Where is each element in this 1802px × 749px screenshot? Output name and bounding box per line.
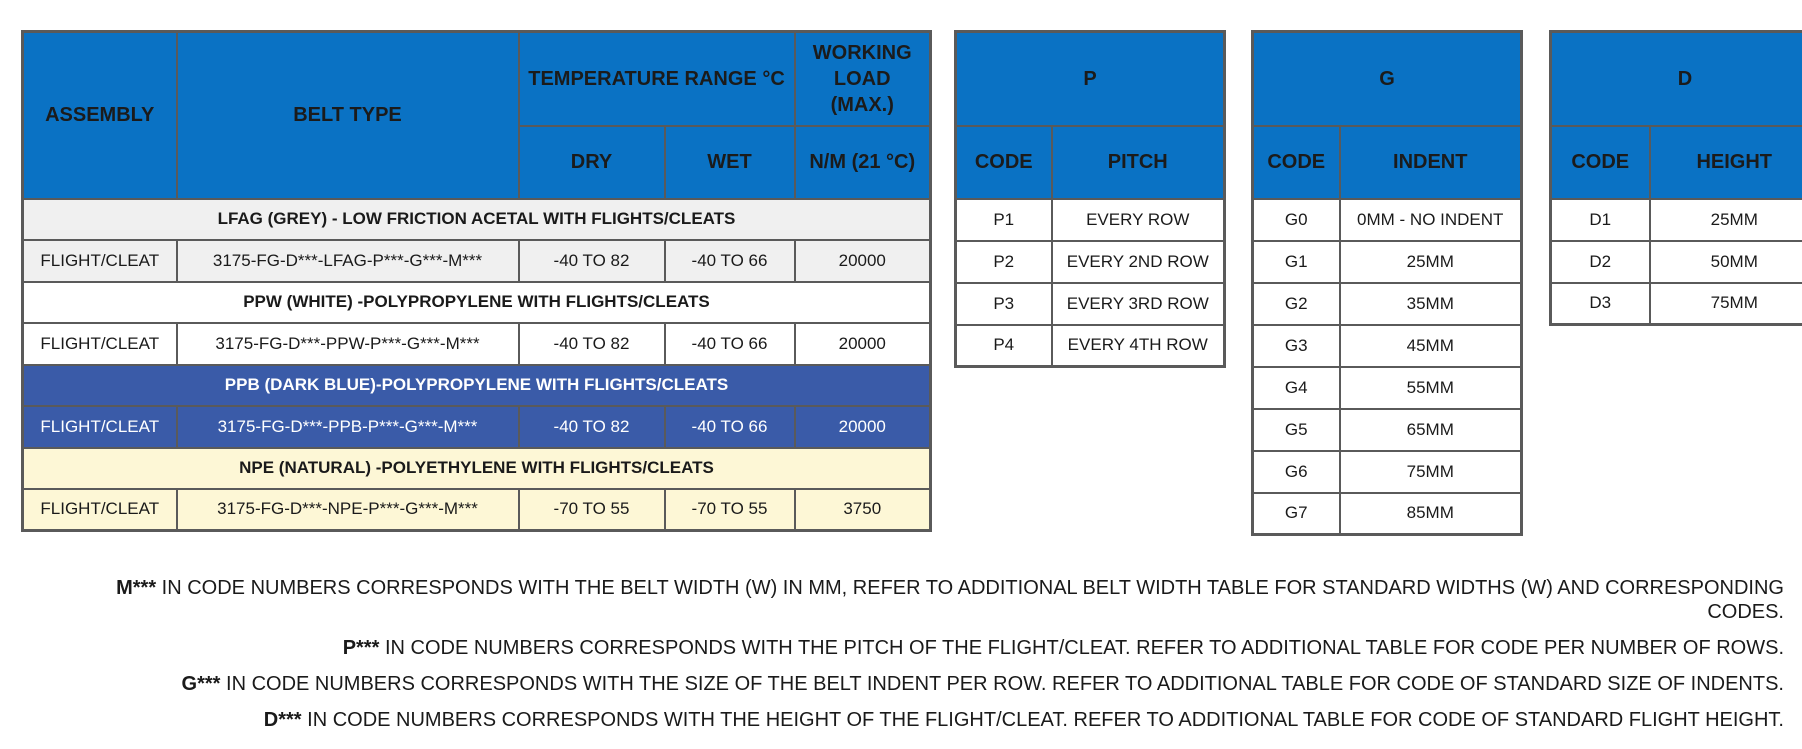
load-cell: 3750 (795, 489, 931, 531)
group-title: PPB (DARK BLUE)-POLYPROPYLENE WITH FLIGHTS/CLEATS (23, 365, 931, 406)
value-cell: EVERY ROW (1052, 199, 1225, 241)
group-row (23, 365, 931, 406)
value-cell: 25MM (1340, 241, 1522, 283)
table-row (956, 325, 1225, 367)
value-cell: 35MM (1340, 283, 1522, 325)
note-g (40, 672, 1784, 696)
belt-type-cell: 3175-FG-D***-PPB-P***-G***-M*** (177, 406, 519, 448)
table-title: G (1253, 32, 1522, 126)
wet-cell: -70 TO 55 (665, 489, 795, 531)
table-row (23, 240, 931, 282)
header-row (23, 32, 931, 126)
note-text: IN CODE NUMBERS CORRESPONDS WITH THE PITCH OF THE FLIGHT/CLEAT. REFER TO ADDITIONAL TABLE FOR CODE PER NUMBER OF ROWS. (379, 637, 1784, 659)
code-header: CODE (1253, 126, 1340, 199)
assembly-cell: FLIGHT/CLEAT (23, 406, 177, 448)
assembly-cell: FLIGHT/CLEAT (23, 240, 177, 282)
height-header: HEIGHT (1650, 126, 1802, 199)
load-cell: 20000 (795, 406, 931, 448)
code-cell: G2 (1253, 283, 1340, 325)
wet-cell: -40 TO 66 (665, 323, 795, 365)
belt-spec-table (21, 30, 932, 532)
group-row (23, 448, 931, 489)
note-text: IN CODE NUMBERS CORRESPONDS WITH THE SIZE OF THE BELT INDENT PER ROW. REFER TO ADDITIONAL TABLE FOR CODE OF STANDARD SIZE OF INDENTS. (220, 673, 1784, 695)
table-row (1253, 367, 1522, 409)
value-cell: EVERY 3RD ROW (1052, 283, 1225, 325)
note-text: IN CODE NUMBERS CORRESPONDS WITH THE BELT WIDTH (W) IN MM, REFER TO ADDITIONAL BELT WIDTH TABLE FOR STANDARD WIDTHS (W) AND CORRESPONDING CODES. (156, 577, 1784, 623)
table-row (1551, 283, 1802, 325)
code-cell: D2 (1551, 241, 1650, 283)
value-cell: 85MM (1340, 493, 1522, 535)
code-cell: G7 (1253, 493, 1340, 535)
code-cell: P4 (956, 325, 1052, 367)
group-row (23, 199, 931, 240)
group-title: PPW (WHITE) -POLYPROPYLENE WITH FLIGHTS/CLEATS (23, 282, 931, 323)
table-row (1253, 283, 1522, 325)
indent-header: INDENT (1340, 126, 1522, 199)
assembly-header: ASSEMBLY (23, 32, 177, 199)
code-header: CODE (1551, 126, 1650, 199)
table-title: D (1551, 32, 1802, 126)
belt-type-cell: 3175-FG-D***-NPE-P***-G***-M*** (177, 489, 519, 531)
code-cell: G0 (1253, 199, 1340, 241)
table-row (23, 323, 931, 365)
working-load-header: WORKING LOAD (MAX.) (795, 32, 931, 126)
value-cell: EVERY 4TH ROW (1052, 325, 1225, 367)
note-key: P*** (342, 637, 380, 659)
value-cell: 50MM (1650, 241, 1802, 283)
wet-header: WET (665, 126, 795, 199)
dry-cell: -40 TO 82 (519, 406, 665, 448)
dry-cell: -40 TO 82 (519, 323, 665, 365)
value-cell: 0MM - NO INDENT (1340, 199, 1522, 241)
dry-cell: -70 TO 55 (519, 489, 665, 531)
table-row (956, 241, 1225, 283)
table-row (956, 199, 1225, 241)
code-cell: D3 (1551, 283, 1650, 325)
value-cell: 75MM (1650, 283, 1802, 325)
code-cell: G4 (1253, 367, 1340, 409)
table-row (1551, 199, 1802, 241)
note-m (40, 576, 1784, 624)
indent-code-table (1251, 30, 1523, 536)
table-row (1551, 241, 1802, 283)
value-cell: 55MM (1340, 367, 1522, 409)
code-cell: G6 (1253, 451, 1340, 493)
note-p (40, 636, 1784, 660)
belt-type-cell: 3175-FG-D***-LFAG-P***-G***-M*** (177, 240, 519, 282)
code-cell: G3 (1253, 325, 1340, 367)
table-row (1253, 493, 1522, 535)
temperature-header: TEMPERATURE RANGE °C (519, 32, 795, 126)
assembly-cell: FLIGHT/CLEAT (23, 323, 177, 365)
table-row (956, 283, 1225, 325)
table-row (1253, 241, 1522, 283)
load-cell: 20000 (795, 323, 931, 365)
code-cell: G5 (1253, 409, 1340, 451)
group-row (23, 282, 931, 323)
value-cell: 45MM (1340, 325, 1522, 367)
table-row (23, 406, 931, 448)
table-row (1253, 199, 1522, 241)
unit-header: N/M (21 °C) (795, 126, 931, 199)
code-header: CODE (956, 126, 1052, 199)
load-cell: 20000 (795, 240, 931, 282)
table-row (23, 489, 931, 531)
table-row (1253, 325, 1522, 367)
group-title: NPE (NATURAL) -POLYETHYLENE WITH FLIGHTS/CLEATS (23, 448, 931, 489)
wet-cell: -40 TO 66 (665, 406, 795, 448)
wet-cell: -40 TO 66 (665, 240, 795, 282)
note-key: G*** (181, 673, 221, 695)
note-text: IN CODE NUMBERS CORRESPONDS WITH THE HEIGHT OF THE FLIGHT/CLEAT. REFER TO ADDITIONAL TABLE FOR CODE OF STANDARD FLIGHT HEIGHT. (301, 709, 1784, 731)
table-title: P (956, 32, 1225, 126)
code-cell: P3 (956, 283, 1052, 325)
belt-type-header: BELT TYPE (177, 32, 519, 199)
note-key: M*** (116, 577, 157, 599)
dry-cell: -40 TO 82 (519, 240, 665, 282)
group-title: LFAG (GREY) - LOW FRICTION ACETAL WITH FLIGHTS/CLEATS (23, 199, 931, 240)
note-key: D*** (263, 709, 302, 731)
pitch-header: PITCH (1052, 126, 1225, 199)
code-notes (40, 576, 1784, 744)
assembly-cell: FLIGHT/CLEAT (23, 489, 177, 531)
value-cell: 65MM (1340, 409, 1522, 451)
code-cell: P1 (956, 199, 1052, 241)
height-code-table (1549, 30, 1802, 326)
belt-type-cell: 3175-FG-D***-PPW-P***-G***-M*** (177, 323, 519, 365)
code-cell: P2 (956, 241, 1052, 283)
pitch-code-table (954, 30, 1226, 368)
table-row (1253, 451, 1522, 493)
code-cell: D1 (1551, 199, 1650, 241)
note-d (40, 708, 1784, 732)
code-cell: G1 (1253, 241, 1340, 283)
table-row (1253, 409, 1522, 451)
dry-header: DRY (519, 126, 665, 199)
value-cell: 75MM (1340, 451, 1522, 493)
value-cell: EVERY 2ND ROW (1052, 241, 1225, 283)
value-cell: 25MM (1650, 199, 1802, 241)
